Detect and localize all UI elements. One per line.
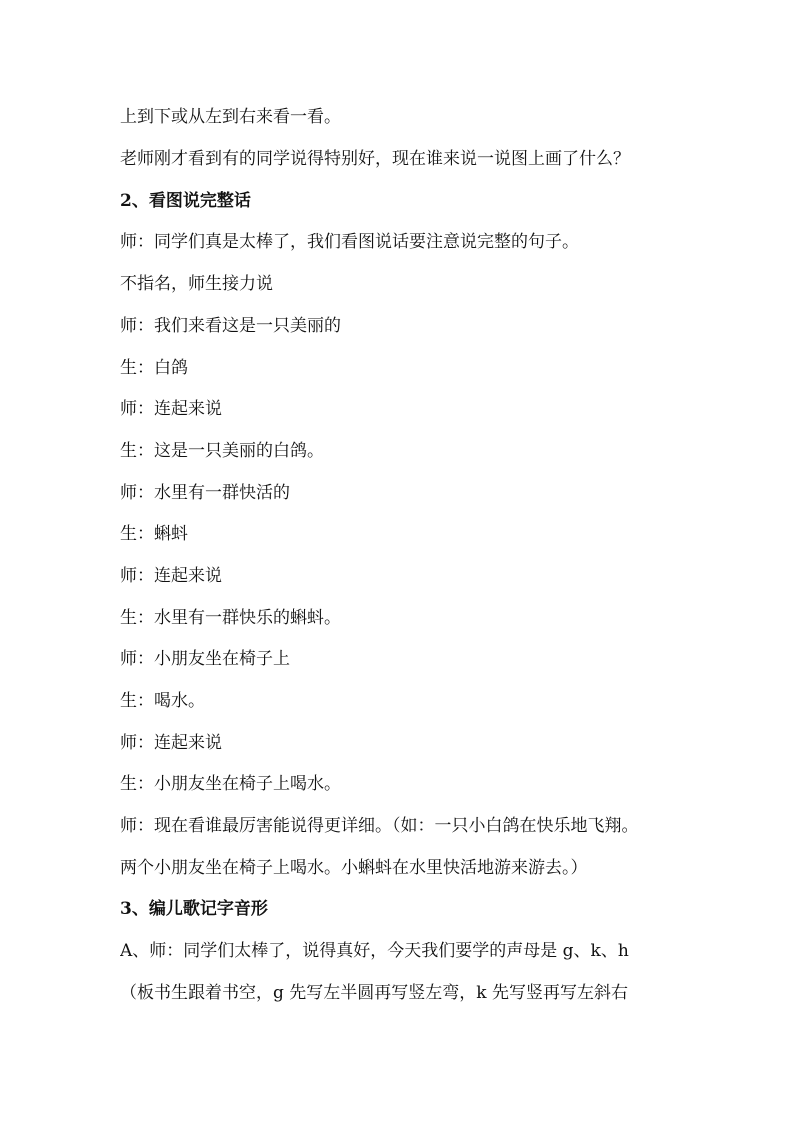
- dialogue-line: 生：白鸽: [120, 358, 188, 378]
- paragraph-line: A、师：同学们太棒了，说得真好，今天我们要学的声母是 g、k、h: [120, 941, 629, 961]
- dialogue-line: 生：喝水。: [120, 691, 205, 711]
- dialogue-line: 师：连起来说: [120, 566, 222, 586]
- dialogue-line: 生：小朋友坐在椅子上喝水。: [120, 774, 341, 794]
- paragraph-line: 不指名，师生接力说: [120, 274, 273, 294]
- dialogue-line: 师：水里有一群快活的: [120, 483, 290, 503]
- dialogue-line: 生：这是一只美丽的白鸽。: [120, 441, 324, 461]
- dialogue-line: 师：小朋友坐在椅子上: [120, 649, 290, 669]
- paragraph-line: 老师刚才看到有的同学说得特别好，现在谁来说一说图上画了什么？: [120, 149, 630, 169]
- dialogue-line: 生：蝌蚪: [120, 524, 188, 544]
- dialogue-line: 师：连起来说: [120, 733, 222, 753]
- paragraph-line: 上到下或从左到右来看一看。: [120, 107, 341, 127]
- section-heading: 3、编儿歌记字音形: [120, 899, 268, 919]
- dialogue-line: 师：现在看谁最厉害能说得更详细。（如：一只小白鸽在快乐地飞翔。: [120, 816, 639, 836]
- paragraph-line: （板书生跟着书空，g 先写左半圆再写竖左弯，k 先写竖再写左斜右: [120, 983, 628, 1003]
- section-heading: 2、看图说完整话: [120, 191, 251, 211]
- dialogue-line: 师：我们来看这是一只美丽的: [120, 316, 341, 336]
- paragraph-line: 两个小朋友坐在椅子上喝水。小蝌蚪在水里快活地游来游去。）: [120, 858, 588, 878]
- dialogue-line: 师：连起来说: [120, 399, 222, 419]
- dialogue-line: 生：水里有一群快乐的蝌蚪。: [120, 608, 341, 628]
- paragraph-line: 师：同学们真是太棒了，我们看图说话要注意说完整的句子。: [120, 232, 579, 252]
